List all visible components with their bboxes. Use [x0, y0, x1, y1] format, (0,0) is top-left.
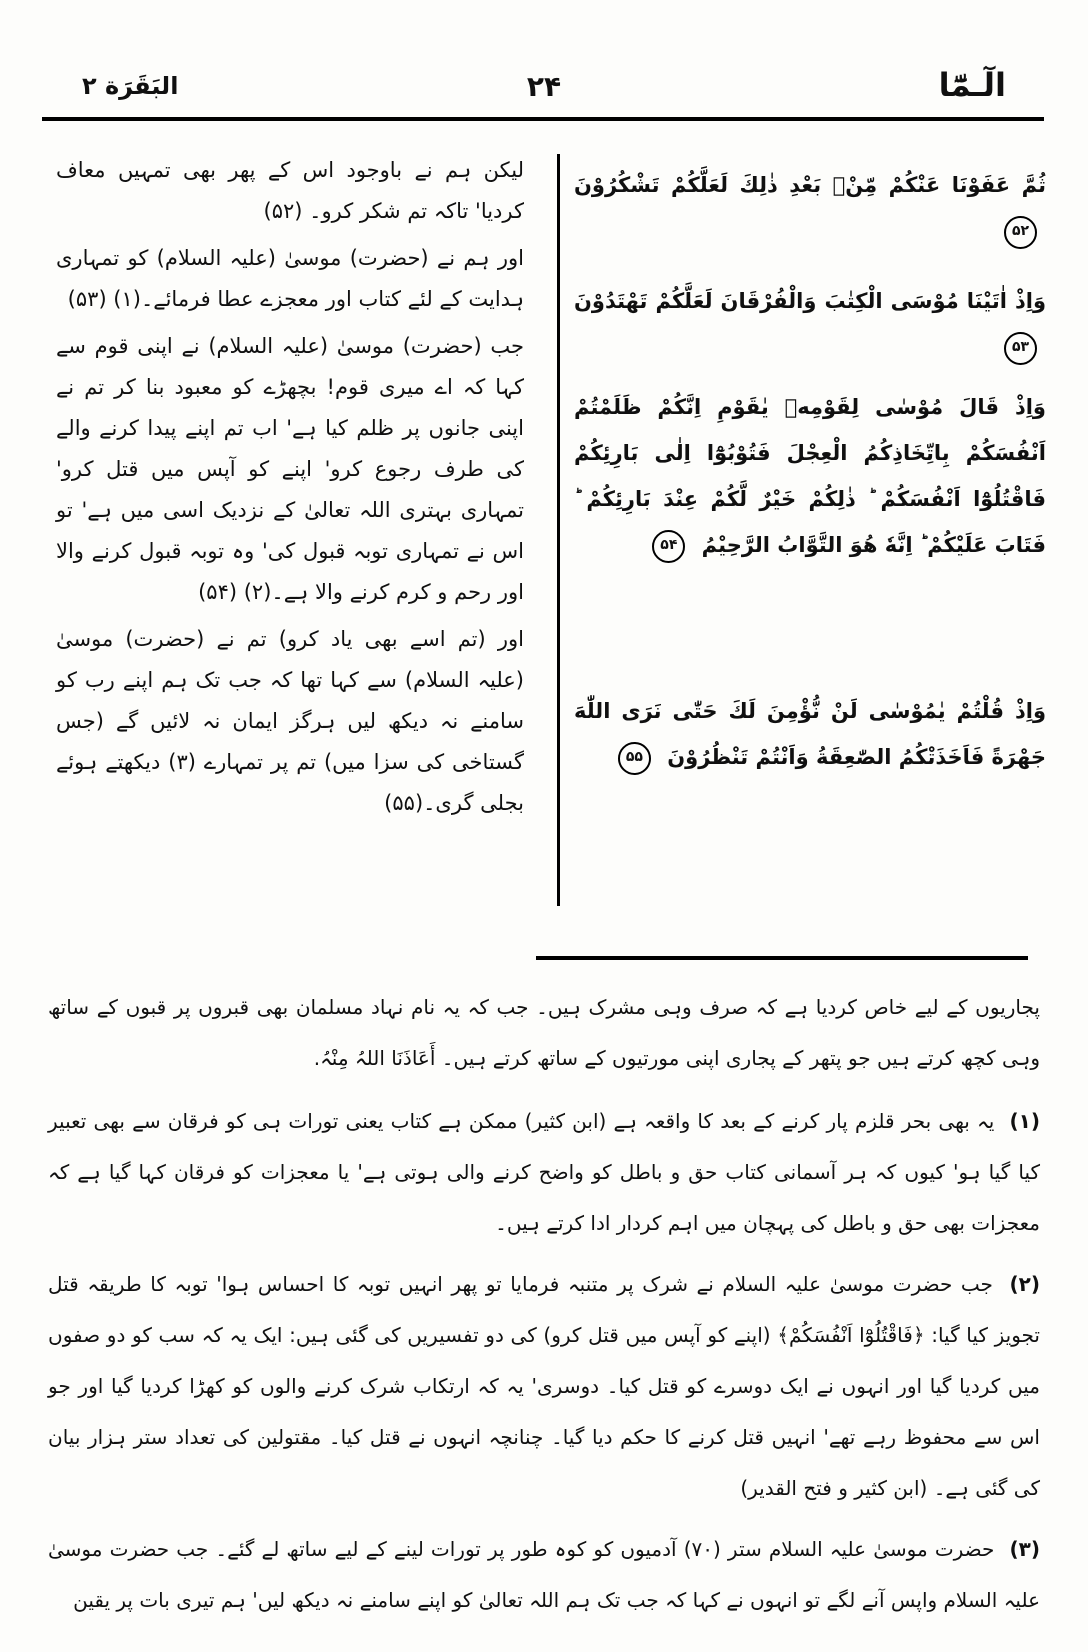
- translation-paragraph-52: لیکن ہم نے باوجود اس کے پھر بھی تمہیں معاف کردیا' تاکہ تم شکر کرو۔ (۵۲): [56, 158, 524, 223]
- footnote-continuation: پجاریوں کے لیے خاص کردیا ہے کہ صرف وہی مشرک ہیں۔ جب کہ یہ نام نہاد مسلمان بھی قبروں پر قبوں کے ساتھ وہی کچھ کرتے ہیں جو پتھر کے پجاری اپنی مورتیوں کے ساتھ کرتے ہیں۔ أَعَاذَنَا اللہُ مِنْہُ.: [48, 995, 1040, 1070]
- quran-verse-55: [574, 688, 1046, 780]
- column-divider-line: [557, 154, 560, 906]
- arabic-verses-column: [574, 150, 1046, 780]
- header-divider-rule: [42, 117, 1044, 121]
- verse-number-badge: ۵۳: [1004, 332, 1037, 365]
- footnote-3-marker: (۳): [1009, 1537, 1041, 1561]
- footnote-1-text: یہ بھی بحر قلزم پار کرنے کے بعد کا واقعہ ہے (ابن کثیر) ممکن ہے کتاب یعنی تورات ہی کو فرقان سے بھی تعبیر کیا گیا ہو' کیوں کہ ہر آسمانی کتاب حق و باطل کو واضح کرنے والی ہوتی ہے' یا معجزات کو فرقان کہا گیا ہے کہ معجزات بھی حق و باطل کی پہچان میں اہم کردار ادا کرتے ہیں۔: [48, 1109, 1040, 1235]
- translation-paragraph-55: اور (تم اسے بھی یاد کرو) تم نے (حضرت) موسیٰ (علیہ السلام) سے کہا تھا کہ جب تک ہم اپنے رب کو سامنے نہ دیکھ لیں ہرگز ایمان نہ لائیں گے (جس گستاخی کی سزا میں) تم پر تمہارے (۳) دیکھتے ہوئے بجلی گری۔(۵۵): [56, 627, 524, 815]
- translation-paragraph-54: جب (حضرت) موسیٰ (علیہ السلام) نے اپنی قوم سے کہا کہ اے میری قوم! بچھڑے کو معبود بنا کر تم نے اپنی جانوں پر ظلم کیا ہے' اب تم اپنے پیدا کرنے والے کی طرف رجوع کرو' اپنے کو آپس میں قتل کرو' تمہاری بہتری اللہ تعالیٰ کے نزدیک اسی میں ہے' تو اس نے تمہاری توبہ قبول کی' وہ توبہ قبول کرنے والا اور رحم و کرم کرنے والا ہے۔(۲) (۵۴): [56, 334, 524, 604]
- footnote-2-text: جب حضرت موسیٰ علیہ السلام نے شرک پر متنبہ فرمایا تو پھر انہیں توبہ کا احساس ہوا' توبہ کا طریقہ قتل تجویز کیا گیا: ﴿فَاقْتُلُوْٓا اَنْفُسَكُمْ﴾ (اپنے کو آپس میں قتل کرو) کی دو تفسیریں کی گئی ہیں: ایک یہ کہ سب کو دو صفوں میں کردیا گیا اور انہوں نے ایک دوسرے کو قتل کیا۔ دوسری' یہ کہ ارتکاب شرک کرنے والوں کو کھڑا کردیا گیا اور جو اس سے محفوظ رہے تھے' انہیں قتل کرنے کا حکم دیا گیا۔ چنانچہ انہوں نے قتل کیا۔ مقتولین کی تعداد ستر ہزار بیان کی گئی ہے۔ (ابن کثیر و فتح القدیر): [48, 1272, 1040, 1500]
- quran-verse-52: [574, 162, 1046, 254]
- verse-text: وَاِذْ اٰتَيْنَا مُوْسَى الْكِتٰبَ وَالْفُرْقَانَ لَعَلَّكُمْ تَهْتَدُوْنَ: [574, 289, 1046, 313]
- footnote-2-marker: (۲): [1009, 1272, 1040, 1296]
- translation-paragraph-53: اور ہم نے (حضرت) موسیٰ (علیہ السلام) کو تمہاری ہدایت کے لئے کتاب اور معجزے عطا فرمائے۔(۱) (۵۳): [56, 246, 524, 311]
- juz-marker-calligraphy: الٓـمّٓا: [938, 66, 1006, 104]
- footnote-divider-rule: [536, 956, 1028, 960]
- footnotes-section: [48, 982, 1040, 1636]
- footnote-1: [48, 1096, 1040, 1249]
- main-content: [56, 150, 1046, 912]
- verse-text: وَاِذْ قَالَ مُوْسٰى لِقَوْمِهٖ يٰقَوْمِ اِنَّكُمْ ظَلَمْتُمْ اَنْفُسَكُمْ بِاتِّخَاذِكُمُ الْعِجْلَ فَتُوْبُوْٓا اِلٰى بَارِئِكُمْ فَاقْتُلُوْٓا اَنْفُسَكُمْ ؕ ذٰلِكُمْ خَيْرٌ لَّكُمْ عِنْدَ بَارِئِكُمْ ؕ فَتَابَ عَلَيْكُمْ ؕ اِنَّهٗ هُوَ التَّوَّابُ الرَّحِيْمُ: [574, 395, 1046, 557]
- page-number: ۲۴: [526, 70, 562, 103]
- footnote-2: [48, 1259, 1040, 1514]
- verse-number-badge: ۵۴: [652, 530, 685, 563]
- page-header: [42, 66, 1046, 114]
- quran-verse-53: [574, 278, 1046, 370]
- footnote-3-text: حضرت موسیٰ علیہ السلام ستر (۷۰) آدمیوں کو کوہ طور پر تورات لینے کے لیے ساتھ لے گئے۔ جب حضرت موسیٰ علیہ السلام واپس آنے لگے تو انہوں نے کہا کہ جب تک ہم اللہ تعالیٰ کو اپنے سامنے نہ دیکھ لیں' ہم تیری بات پر یقین: [48, 1537, 1040, 1612]
- surah-title: البَقَرَة ۲: [82, 72, 179, 100]
- verse-text: ثُمَّ عَفَوْنَا عَنْكُمْ مِّنْۢ بَعْدِ ذٰلِكَ لَعَلَّكُمْ تَشْكُرُوْنَ: [574, 173, 1046, 197]
- verse-number-badge: ۵۵: [618, 742, 651, 775]
- verse-number-badge: ۵۲: [1004, 216, 1037, 249]
- footnote-3: [48, 1524, 1040, 1626]
- verse-text: وَاِذْ قُلْتُمْ يٰمُوْسٰى لَنْ نُّؤْمِنَ لَكَ حَتّٰى نَرَى اللّٰهَ جَهْرَةً فَاَخَذَتْكُمُ الصّٰعِقَةُ وَاَنْتُمْ تَنْظُرُوْنَ: [574, 699, 1046, 769]
- footnote-1-marker: (۱): [1009, 1109, 1040, 1133]
- urdu-translation-column: [56, 150, 524, 830]
- quran-verse-54: [574, 384, 1046, 568]
